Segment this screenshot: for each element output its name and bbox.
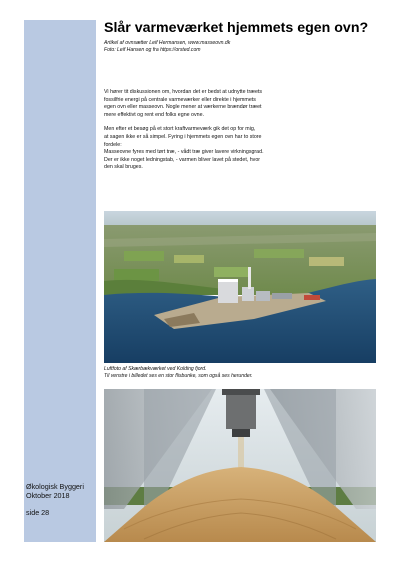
text-line: fordele: [104, 141, 122, 148]
article-title: Slår varmeværket hjemmets egen ovn? [104, 20, 369, 36]
byline-author: Artikel af ovnsætter Leif Hermansen, www.masseovn.dk [104, 40, 231, 46]
byline-photo-credit: Foto: Leif Hansen og fra https://orsted.com [104, 46, 201, 53]
text-line: Masseovne fyres med tørt træ, - vådt træ giver lavere virkningsgrad. [104, 149, 264, 156]
text-line: Vi hører tit diskussionen om, hvordan det er bedst at udnytte træets [104, 89, 263, 95]
text-line: at sagen ikke er så simpel. Fyring i hjemmets egen ovn har to store [104, 133, 262, 140]
page-number: side 28 [26, 508, 50, 517]
paragraph-1 [104, 89, 314, 119]
issue-name: Økologisk Byggeri Oktober 2018 [26, 482, 84, 500]
article-body [104, 89, 314, 179]
wood-chip-photo-illustration [104, 389, 376, 542]
text-line: mere effektivt og rent end folks egne ovne. [104, 111, 205, 118]
wood-chip-photo [104, 389, 376, 542]
text-line: den skal bruges. [104, 164, 143, 171]
text-line: Men efter et besøg på et stort kraftvarmeværk gik det op for mig, [104, 126, 256, 133]
paragraph-2 [104, 126, 314, 172]
sidebar-band [24, 20, 96, 542]
aerial-photo [104, 211, 376, 363]
aerial-photo-illustration [104, 211, 376, 363]
text-line: Der er ikke noget ledningstab, - varmen bliver lavet på stedet, hvor [104, 156, 261, 163]
caption-line-1: Luftfoto af Skærbækværket ved Kolding fjord. [104, 366, 207, 372]
text-line: fossilfrie energi på centrale varmeværker eller direkte i hjemmets [104, 96, 256, 103]
issue-info [26, 482, 96, 517]
text-line: egen ovn eller masseovn. Nogle mener at værkerne brændør træet [104, 104, 262, 111]
caption-line-2: Til venstre i billedet ses en stor flisbunke, som også ses herunder. [104, 372, 253, 379]
photo-caption [104, 366, 376, 379]
byline [104, 40, 378, 53]
article-header [104, 20, 378, 53]
